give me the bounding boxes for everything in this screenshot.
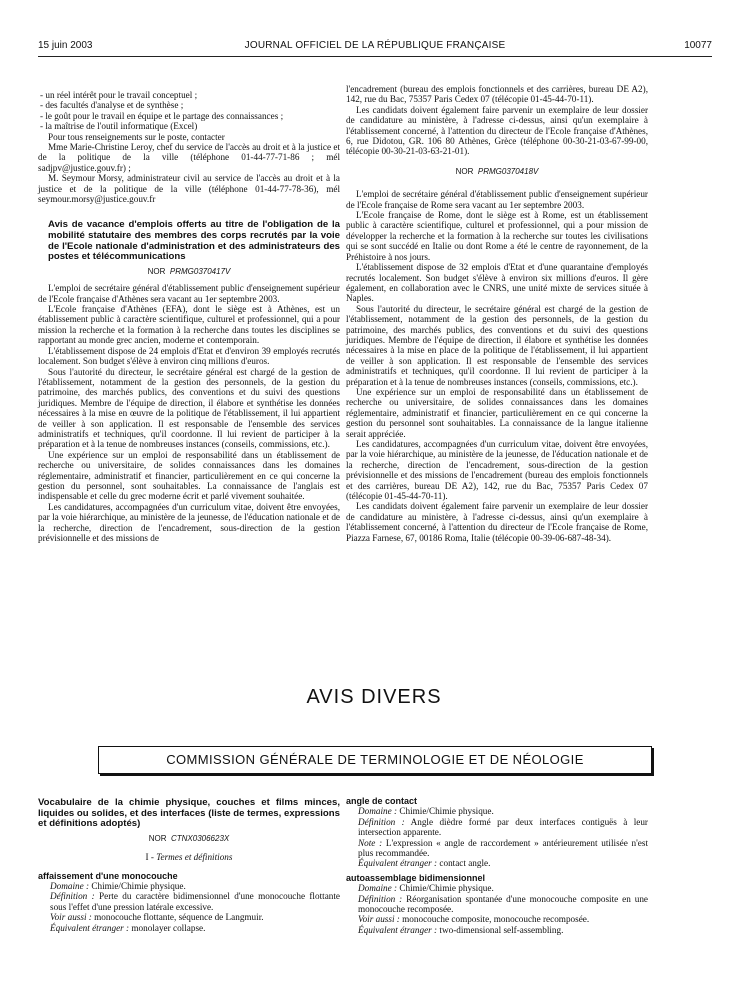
header-rule <box>38 56 712 57</box>
nor-label: NOR <box>148 833 167 843</box>
term-see-also: Voir aussi : monocouche composite, monocouche recomposée. <box>358 914 590 925</box>
bullet-item: - des facultés d'analyse et de synthèse ; <box>40 100 184 111</box>
paragraph: Sous l'autorité du directeur, le secrétaire général est chargé de la gestion de l'établissement, notamment de la gestion des personnels, de la gestion du patrimoine, des marchés publics, des conventions et du suivi des questions juridiques. Membre de l'équipe de direction, il élabore et synthétise les données nécessaires à la mise en place de la politique de l'établissement, il lui appartient de veiller à son application. Il est responsable de l'ensemble des services administratifs et techniques, qu'il coordonne. Il lui revient de participer à la préparation et à la tenue de nombreuses instances (conseils, commissions, etc.). <box>346 303 648 387</box>
bullet-item: - un réel intérêt pour le travail conceptuel ; <box>40 90 198 100</box>
paragraph: L'emploi de secrétaire général d'établissement public d'enseignement supérieur de l'Ecole française d'Athènes sera vacant au 1er septembre 2003. <box>38 283 340 304</box>
contact-leroy: Mme Marie-Christine Leroy, chef du service de l'accès au droit et à la justice et de la politique de la ville (téléphone 01-44-77-71-86 ; mél sadjpv@justice.gouv.fr) ; <box>38 142 340 173</box>
nor-code: CTNX0306623X <box>170 833 230 843</box>
bullet-item: - le goût pour le travail en équipe et le partage des connaissances ; <box>40 110 284 121</box>
paragraph: L'emploi de secrétaire général d'établissement public d'enseignement supérieur de l'Ecole française de Rome sera vacant au 1er septembre 2003. <box>346 189 648 210</box>
commission-title-box: COMMISSION GÉNÉRALE DE TERMINOLOGIE ET DE NÉOLOGIE <box>98 746 652 774</box>
term-definition: Définition : Angle dièdre formé par deux interfaces contiguës à leur intersection apparente. <box>358 816 648 838</box>
paragraph: L'établissement dispose de 32 emplois d'Etat et d'une quarantaine d'employés recrutés localement. Son budget s'élève à environ six millions d'euros. Il gère également, en collaboration avec le CNRS, une unité mixte de services située à Naples. <box>346 262 648 304</box>
term-domain: Domaine : Chimie/Chimie physique. <box>358 806 494 817</box>
nor-label: NOR <box>455 166 474 176</box>
paragraph: Les candidats doivent également faire parvenir un exemplaire de leur dossier de candidature au ministère, à l'adresse ci-dessus, ainsi qu'un exemplaire à l'établissement concerné, à l'attention du directeur de l'Ecole française de Rome, Piazza Farnese, 67, 00186 Roma, Italie (télécopie 00-39-06-687-48-34). <box>346 501 648 543</box>
vocabulary-left-column <box>38 798 340 933</box>
term-foreign-equivalent: Équivalent étranger : monolayer collapse. <box>50 922 206 933</box>
term-see-also: Voir aussi : monocouche flottante, séquence de Langmuir. <box>50 912 264 923</box>
bullet-item: - la maîtrise de l'outil informatique (Excel) <box>40 121 198 132</box>
paragraph: l'encadrement (bureau des emplois fonctionnels et des carrières, bureau DE A2), 142, rue du Bac, 75357 Paris Cedex 07 (télécopie 01-45-44-70-11). <box>346 84 648 105</box>
nor-label: NOR <box>147 266 166 276</box>
nor-reference <box>38 834 340 844</box>
term-definition: Définition : Réorganisation spontanée d'une monocouche composite en une monocouche recomposée. <box>358 893 648 915</box>
paragraph: Une expérience sur un emploi de responsabilité dans un établissement de recherche ou universitaire, de solides connaissances dans les domaines réglementaire, administratif et financier, particulièrement en ce qui concerne la gestion du personnel sont souhaitables. La connaissance de la langue italienne serait appréciée. <box>346 386 648 439</box>
notice-title: Avis de vacance d'emplois offerts au titre de l'obligation de la mobilité statutaire des membres des corps recrutés par la voie de l'Ecole nationale d'administration et des administrateurs des postes et télécommunications <box>48 219 340 263</box>
vocabulary-title: Vocabulaire de la chimie physique, couches et films minces, liquides ou solides, et des interfaces (liste de termes, expressions et définitions adoptés) <box>38 797 340 830</box>
paragraph: L'Ecole française d'Athènes (EFA), dont le siège est à Athènes, est un établissement public à caractère scientifique, culturel et professionnel, qui a pour mission la recherche et la formation à la recherche dans toutes les disciplines se rapportant au monde grec ancien, moderne et contemporain. <box>38 304 340 346</box>
term-heading: angle de contact <box>346 796 418 806</box>
term-heading: autoassemblage bidimensionnel <box>346 872 486 883</box>
paragraph: Les candidats doivent également faire parvenir un exemplaire de leur dossier de candidature au ministère, à l'adresse ci-dessus, ainsi qu'un exemplaire à l'établissement concerné, à l'attention du directeur de l'Ecole française d'Athènes, 6, rue Didotou, GR. 106 80 Athènes, Grèce (téléphone 00-30-21-03-67-99-00, télécopie 00-30-21-03-63-21-01). <box>346 104 648 157</box>
paragraph: L'Ecole française de Rome, dont le siège est à Rome, est un établissement public à caractère scientifique, culturel et professionnel, qui a pour mission de développer la recherche et la formation à la recherche sur toutes les civilisations qui se sont succédé en Italie ou dont Rome a été le centre de rayonnement, de la Préhistoire à nos jours. <box>346 210 648 262</box>
paragraph: L'établissement dispose de 24 emplois d'Etat et d'environ 39 employés recrutés localement. Son budget s'élève à environ cinq millions d'euros. <box>38 345 340 367</box>
journal-title: JOURNAL OFFICIEL DE LA RÉPUBLIQUE FRANÇAISE <box>244 40 506 51</box>
paragraph: Sous l'autorité du directeur, le secrétaire général est chargé de la gestion de l'établissement, notamment de la gestion des personnels, de la gestion du patrimoine, des marchés publics, des conventions et du suivi des questions juridiques. Membre de l'équipe de direction, il élabore et synthétise les données nécessaires à la mise en œuvre de la politique de l'établissement, il lui appartient de veiller à son application. Il est responsable de l'ensemble des services administratifs et techniques, qu'il coordonne. Il lui revient de participer à la préparation et à la tenue de nombreuses instances (conseils, commissions, etc.). <box>38 366 340 450</box>
left-column <box>38 90 340 543</box>
paragraph: Une expérience sur un emploi de responsabilité dans un établissement de recherche ou universitaire, de solides connaissances dans les domaines réglementaire, administratif et financier, particulièrement en ce qui concerne la gestion du personnel, sont souhaitables. La connaissance de l'anglais est indispensable et celle du grec moderne écrit et parlé vivement souhaitée. <box>38 449 340 502</box>
contact-morsy: M. Seymour Morsy, administrateur civil au service de l'accès au droit et à la justice et de la politique de la ville (téléphone 01-44-77-78-36), mél seymour.morsy@justice.gouv.fr <box>38 173 340 205</box>
term-domain: Domaine : Chimie/Chimie physique. <box>358 883 494 894</box>
term-foreign-equivalent: Équivalent étranger : contact angle. <box>358 858 491 869</box>
issue-date: 15 juin 2003 <box>38 40 93 51</box>
term-domain: Domaine : Chimie/Chimie physique. <box>50 881 186 891</box>
term-note: Note : L'expression « angle de raccordement » antérieurement utilisée n'est plus recommandée. <box>358 837 648 859</box>
page-header <box>38 40 712 56</box>
page-number: 10077 <box>684 40 712 51</box>
term-definition: Définition : Perte du caractère bidimensionnel d'une monocouche flottante sous l'effet d'une pression latérale excessive. <box>50 891 340 912</box>
term-heading: affaissement d'une monocouche <box>38 870 178 881</box>
nor-reference <box>346 167 648 177</box>
nor-code: PRMG0370418V <box>477 166 539 176</box>
paragraph: Les candidatures, accompagnées d'un curriculum vitae, doivent être envoyées, par la voie hiérarchique, au ministère de la jeunesse, de l'éducation nationale et de la recherche, direction de l'encadrement, sous-direction de la gestion prévisionnelle et des missions de <box>38 501 340 543</box>
nor-reference <box>38 267 340 277</box>
vocabulary-right-column <box>346 796 648 935</box>
term-foreign-equivalent: Équivalent étranger : two-dimensional self-assembling. <box>358 924 564 935</box>
paragraph: Les candidatures, accompagnées d'un curriculum vitae, doivent être envoyées, par la voie hiérarchique, au ministère de la jeunesse, de l'éducation nationale et de la recherche, direction de l'encadrement, sous-direction de la gestion prévisionnelle et des missions de l'encadrement (bureau des emplois fonctionnels et des carrières, bureau DE A2), 142, rue du Bac, 75357 Paris Cedex 07 (télécopie 01-45-44-70-11). <box>346 439 648 502</box>
contact-intro: Pour tous renseignements sur le poste, contacter <box>48 131 225 142</box>
section-subheading: I - Termes et définitions <box>145 852 233 863</box>
section-heading: AVIS DIVERS <box>306 686 442 708</box>
nor-code: PRMG0370417V <box>169 266 231 276</box>
right-column <box>346 84 648 543</box>
